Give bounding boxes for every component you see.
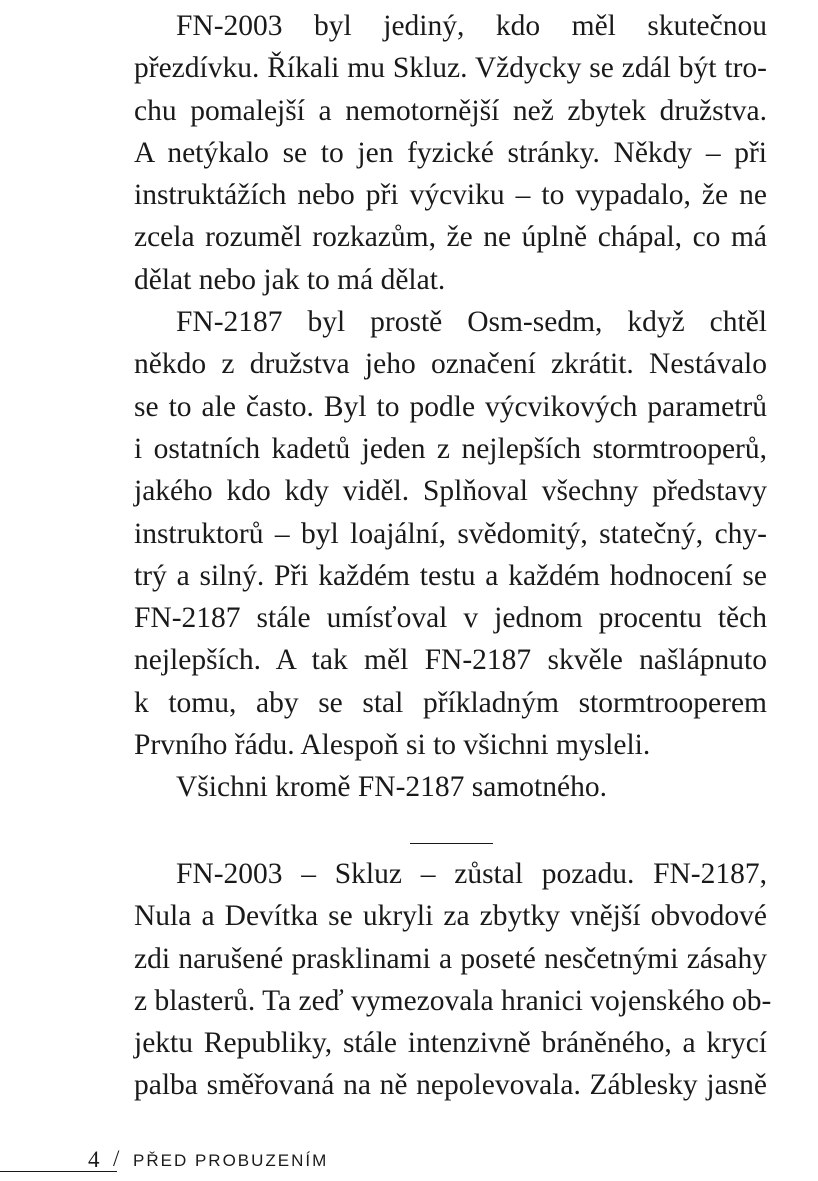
text-line: dělat nebo jak to má dělat. — [134, 263, 446, 296]
footer-slash: / — [113, 1146, 120, 1171]
text-line: FN-2003 byl jediný, kdo měl skutečnou — [176, 10, 767, 42]
text-line: z blasterů. Ta zeď vymezovala hranici vojenského ob- — [134, 984, 772, 1017]
text-line: FN-2187 stále umísťoval v jednom procentu těch — [134, 602, 767, 635]
text-line: instruktorů – byl loajální, svědomitý, statečný, chy- — [134, 517, 767, 550]
text-line: někdo z družstva jeho označení zkrátit. Nestávalo — [134, 348, 767, 381]
text-line: jakého kdo kdy viděl. Splňoval všechny představy — [134, 475, 767, 508]
text-line: i ostatních kadetů jeden z nejlepších stormtrooperů, — [134, 432, 767, 465]
text-line: nejlepších. A tak měl FN-2187 skvěle našlápnuto — [134, 644, 767, 677]
text-line: Všichni kromě FN-2187 samotného. — [176, 771, 607, 804]
section-divider — [410, 843, 493, 844]
text-line: FN-2003 – Skluz – zůstal pozadu. FN-2187, — [176, 858, 767, 890]
page-number: 4 — [88, 1147, 100, 1172]
text-line: zcela rozuměl rozkazům, že ne úplně chápal, co má — [134, 221, 767, 254]
text-line: palba směřovaná na ně nepolevovala. Záblesky jasně — [134, 1069, 767, 1102]
text-section-1 — [134, 5, 767, 809]
paragraph — [134, 5, 767, 301]
text-line: zdi narušené prasklinami a poseté nesčetnými zásahy — [134, 942, 767, 975]
text-line: chu pomalejší a nemotornější než zbytek družstva. — [134, 94, 767, 127]
text-line: jektu Republiky, stále intenzivně bráněného, a krycí — [134, 1027, 767, 1060]
text-line: k tomu, aby se stal příkladným stormtrooperem — [134, 686, 767, 719]
paragraph — [134, 853, 772, 1107]
text-section-2 — [134, 853, 772, 1107]
running-title: PŘED PROBUZENÍM — [133, 1151, 329, 1170]
text-line: se to ale často. Byl to podle výcvikových parametrů — [134, 390, 767, 423]
text-line: A netýkalo se to jen fyzické stránky. Někdy – při — [134, 136, 767, 169]
paragraph — [134, 301, 767, 766]
text-line: trý a silný. Při každém testu a každém hodnocení se — [134, 559, 767, 592]
text-line: FN-2187 byl prostě Osm-sedm, když chtěl — [176, 306, 767, 339]
text-line: instruktážích nebo při výcviku – to vypadalo, že ne — [134, 179, 767, 212]
text-line: přezdívku. Říkali mu Skluz. Vždycky se zdál být tro- — [134, 52, 767, 85]
text-line: Nula a Devítka se ukryli za zbytky vnější obvodové — [134, 900, 767, 933]
paragraph — [134, 766, 767, 808]
text-line: Prvního řádu. Alespoň si to všichni mysleli. — [134, 729, 651, 762]
